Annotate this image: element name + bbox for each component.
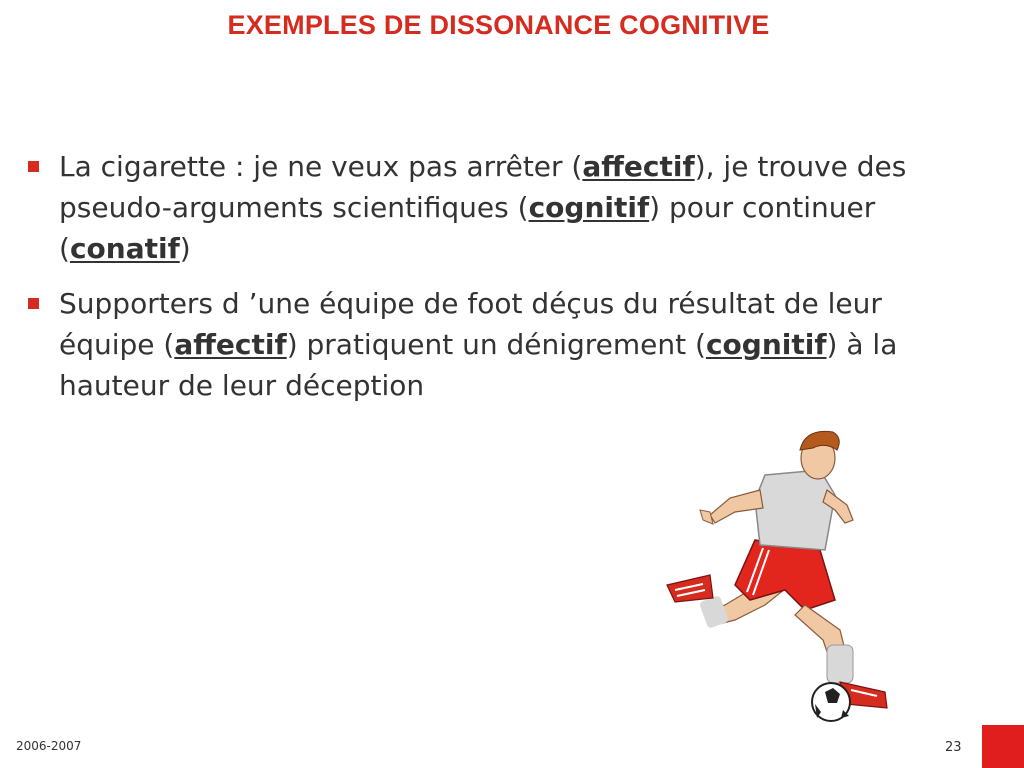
bullet-text-segment: ) pratiquent un dénigrement ( — [286, 328, 706, 361]
bullet-text — [59, 150, 906, 265]
footer-year: 2006-2007 — [16, 739, 82, 753]
slide-title: EXEMPLES DE DISSONANCE COGNITIVE — [227, 10, 770, 40]
keyword-conatif: conatif — [69, 232, 180, 265]
keyword-affectif: affectif — [174, 328, 287, 361]
bullet-square-icon — [28, 161, 39, 172]
bullet-text-segment: La cigarette : je ne veux pas arrêter ( — [59, 150, 583, 183]
bullet-text-segment: ) — [179, 232, 191, 265]
corner-accent-square — [982, 725, 1024, 768]
keyword-affectif: affectif — [582, 150, 695, 183]
bullet-item — [28, 146, 978, 269]
bullet-text-segment: ), je trouve des pseudo-arguments scientifiques ( — [59, 150, 907, 224]
bullet-text — [59, 287, 897, 402]
bullet-square-icon — [28, 298, 39, 309]
bullet-list — [28, 146, 978, 420]
bullet-text-segment: ) à la hauteur de leur déception — [59, 328, 898, 402]
keyword-cognitif: cognitif — [705, 328, 827, 361]
page-number: 23 — [945, 740, 962, 755]
bullet-item — [28, 283, 978, 406]
keyword-cognitif: cognitif — [528, 191, 650, 224]
bullet-text-segment: Supporters d ’une équipe de foot déçus du résultat de leur équipe ( — [59, 287, 882, 361]
soccer-player-kicking-ball-icon — [655, 420, 895, 730]
bullet-text-segment: ) pour continuer ( — [59, 191, 876, 265]
